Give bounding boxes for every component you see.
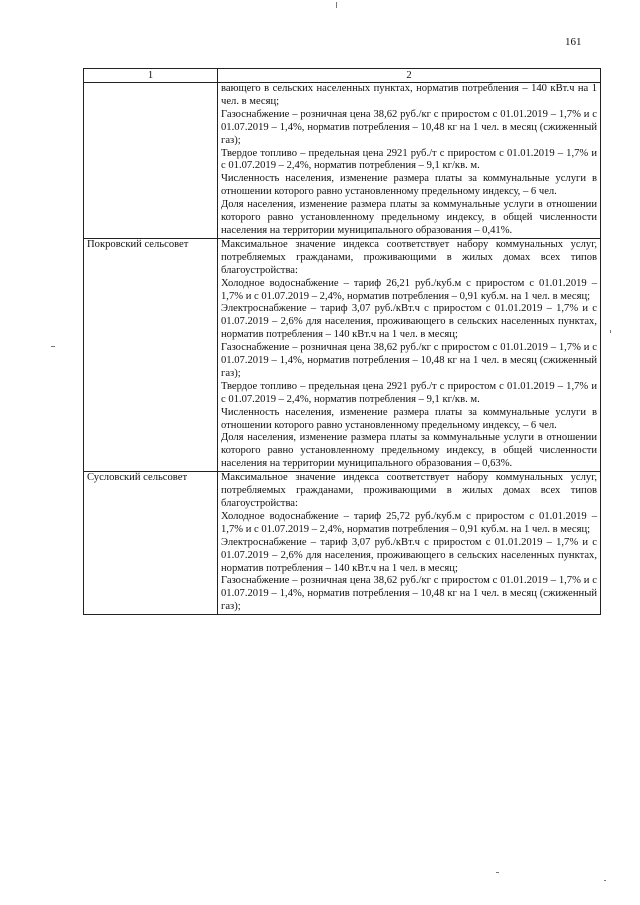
- table-row: [84, 238, 601, 471]
- table-row: [84, 83, 601, 239]
- paragraph: Максимальное значение индекса соответствует набору коммунальных услуг, потребляемых гражданами, проживающими в жилых домах всех типов благоустройства:: [221, 238, 597, 276]
- row-description: [218, 83, 601, 239]
- paragraph: Твердое топливо – предельная цена 2921 руб./т с приростом с 01.01.2019 – 1,7% и с 01.07.2019 – 2,4%, норматив потребления – 9,1 кг/кв. м.: [221, 147, 597, 172]
- table-header-row: [84, 69, 601, 83]
- scan-mark: [604, 880, 606, 881]
- municipality-name: Сусловский сельсовет: [84, 472, 218, 615]
- paragraph: Твердое топливо – предельная цена 2921 руб./т с приростом с 01.01.2019 – 1,7% и с 01.07.2019 – 2,4%, норматив потребления – 9,1 кг/кв. м.: [221, 380, 597, 405]
- scan-mark: [496, 872, 499, 873]
- paragraph: Численность населения, изменение размера платы за коммунальные услуги в отношении которого равно установленному предельному индексу, – 6 чел.: [221, 406, 597, 431]
- paragraph: Газоснабжение – розничная цена 38,62 руб./кг с приростом с 01.01.2019 – 1,7% и с 01.07.2019 – 1,4%, норматив потребления – 10,48 кг на 1 чел. в месяц (сжиженный газ);: [221, 575, 597, 613]
- row-description: [218, 472, 601, 615]
- page-number: 161: [565, 36, 582, 48]
- scan-mark: [336, 2, 337, 8]
- scan-mark: [610, 330, 611, 333]
- paragraph: Максимальное значение индекса соответствует набору коммунальных услуг, потребляемых гражданами, проживающими в жилых домах всех типов благоустройства:: [221, 472, 597, 509]
- municipality-name: Покровский сельсовет: [84, 238, 218, 471]
- table-row: [84, 472, 601, 615]
- column-header: 2: [218, 69, 601, 83]
- paragraph: Газоснабжение – розничная цена 38,62 руб./кг с приростом с 01.01.2019 – 1,7% и с 01.07.2019 – 1,4%, норматив потребления – 10,48 кг на 1 чел. в месяц (сжиженный газ);: [221, 342, 597, 379]
- municipality-name: [84, 83, 218, 239]
- paragraph: Доля населения, изменение размера платы за коммунальные услуги в отношении которого равно установленному предельному индексу, в общей численности населения на территории муниципального образования – 0,63%.: [221, 432, 597, 470]
- paragraph: Холодное водоснабжение – тариф 26,21 руб./куб.м с приростом с 01.01.2019 – 1,7% и с 01.07.2019 – 2,4%, норматив потребления – 0,91 куб.м. на 1 чел. в месяц;: [221, 277, 597, 302]
- paragraph: Численность населения, изменение размера платы за коммунальные услуги в отношении которого равно установленному предельному индексу, – 6 чел.: [221, 173, 597, 198]
- scan-mark: [51, 346, 55, 347]
- paragraph: Доля населения, изменение размера платы за коммунальные услуги в отношении которого равно установленному предельному индексу, в общей численности населения на территории муниципального образования – 0,41%.: [221, 199, 597, 236]
- row-description: [218, 238, 601, 471]
- column-header: 1: [84, 69, 218, 83]
- data-table: [83, 68, 601, 615]
- paragraph: Электроснабжение – тариф 3,07 руб./кВт.ч с приростом с 01.01.2019 – 1,7% и с 01.07.2019 – 2,6% для населения, проживающего в сельских населенных пунктах, норматив потребления – 140 кВт.ч на 1 чел. в месяц;: [221, 536, 597, 574]
- paragraph: Холодное водоснабжение – тариф 25,72 руб./куб.м с приростом с 01.01.2019 – 1,7% и с 01.07.2019 – 2,4%, норматив потребления – 0,91 куб.м. на 1 чел. в месяц;: [221, 510, 597, 535]
- paragraph: Электроснабжение – тариф 3,07 руб./кВт.ч с приростом с 01.01.2019 – 1,7% и с 01.07.2019 – 2,6% для населения, проживающего в сельских населенных пунктах, норматив потребления – 140 кВт.ч на 1 чел. в месяц;: [221, 303, 597, 341]
- paragraph: вающего в сельских населенных пунктах, норматив потребления – 140 кВт.ч на 1 чел. в месяц;: [221, 83, 597, 107]
- paragraph: Газоснабжение – розничная цена 38,62 руб./кг с приростом с 01.01.2019 – 1,7% и с 01.07.2019 – 1,4%, норматив потребления – 10,48 кг на 1 чел. в месяц (сжиженный газ);: [221, 108, 597, 146]
